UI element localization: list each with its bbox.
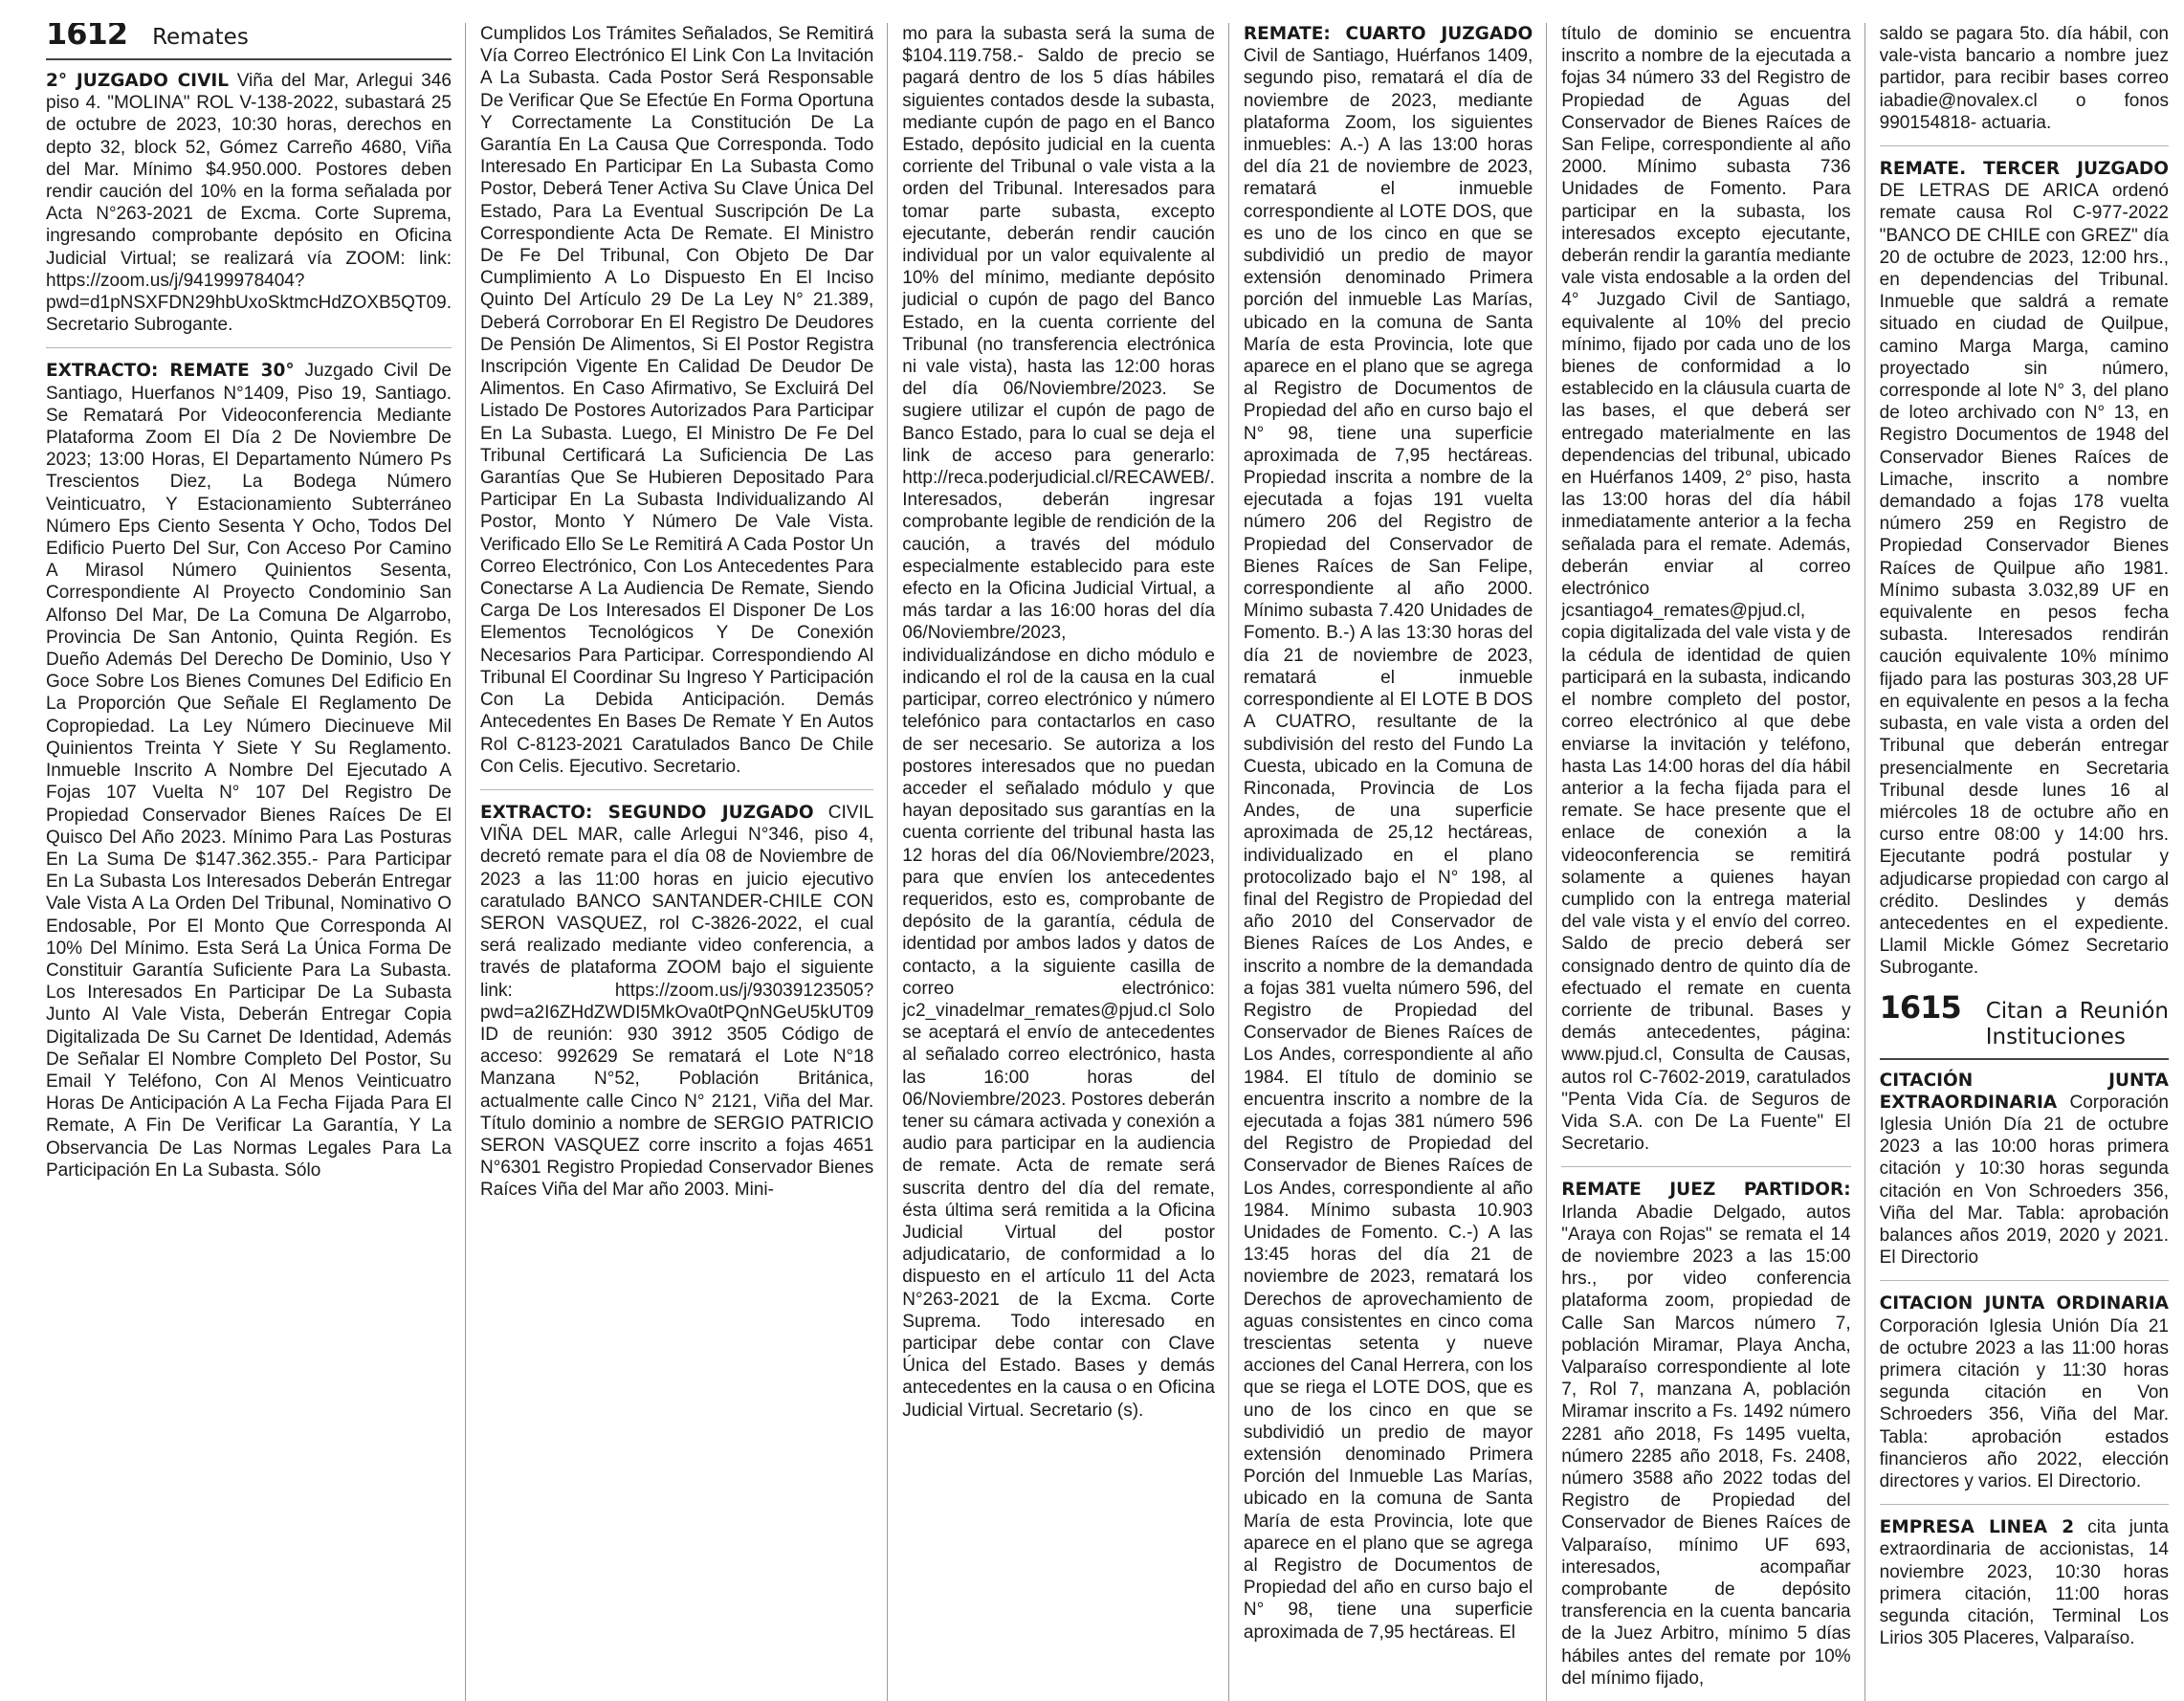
section-header-remates (46, 23, 452, 60)
notice-body: saldo se pagara 5to. día hábil, con vale-vista bancario a nombre juez partidor, para recibir bases correo iabadie@novalex.cl o fonos 990154818- actuaria. (1879, 24, 2169, 133)
section-title: Remates (152, 25, 249, 50)
divider (46, 347, 452, 348)
notice-body: Irlanda Abadie Delgado, autos "Araya con Rojas" se remata el 14 de noviembre 2023 a las 15:00 hrs., por video conferencia plataforma zoom, propiedad de Calle San Marcos número 7, población Miramar, Playa Ancha, Valparaíso correspondiente al lote 7, Rol 7, manzana A, población Miramar inscrito a Fs. 1492 número 2281 año 2018, Fs 1495 vuelta, número 2285 año 2018, Fs. 2408, número 3588 año 2022 todas del Registro de Propiedad del Conservador de Bienes Raíces de Valparaíso, mínimo UF 693, interesados, acompañar comprobante de depósito transferencia en la cuenta bancaria de la Juez Arbitro, mínimo 5 días hábiles antes del remate por 10% del mínimo fijado, (1561, 1202, 1851, 1689)
notice (480, 23, 873, 778)
notice-body: Viña del Mar, Arlegui 346 piso 4. "MOLINA" ROL V-138-2022, subastará 25 de octubre de 2023, 10:30 horas, derechos en depto 32, block 52, Gómez Carreño 4680, Viña del Mar. Mínimo $4.950.000. Postores deben rendir caución del 10% en la forma señalada por Acta N°263-2021 de Excma. Corte Suprema, ingresando comprobante depósito en Oficina Judicial Virtual; se realizará vía ZOOM: link: https://zoom.us/j/94199978404?pwd=d1pNSXFDN29hbUxoSktmcHdZOXB5QT09. Secretario Subrogante. (46, 71, 452, 336)
notice-body: cita junta extraordinaria de accionistas, 14 noviembre 2023, 10:30 horas primera citación, 11:00 horas segunda citación, Terminal Los Lirios 305 Placeres, Valparaíso. (1879, 1517, 2169, 1649)
notice (1880, 1516, 2169, 1649)
notice (1244, 23, 1533, 1644)
notice-body: Corporación Iglesia Unión Día 21 de octubre 2023 a las 10:00 horas primera citación y 10:30 horas segunda citación en Von Schroeders 356, Viña del Mar. Tabla: aprobación balances años 2019, 2020 y 2021. El Directorio (1879, 1092, 2169, 1269)
notice-body: mo para la subasta será la suma de $104.119.758.- Saldo de precio se pagará dentro de los 5 días hábiles siguientes contados desde la subasta, mediante cupón de pago en el Banco Estado, depósito judicial en la cuenta corriente del Tribunal o vale vista a la orden del Tribunal. Interesados para tomar parte subasta, excepto ejecutante, deberán rendir caución individual por un valor equivalente al 10% del mínimo, mediante depósito judicial o cupón de pago del Banco Estado, en la cuenta corriente del Tribunal (no transferencia electrónica ni vale vista), hasta las 12:00 horas del día 06/Noviembre/2023. Se sugiere utilizar el cupón de pago de Banco Estado, para lo cual se deja el link de acceso para generarlo: http://reca.poderjudicial.cl/RECAWEB/. Interesados, deberán ingresar comprobante legible de rendición de la caución, a través del módulo especialmente establecido para este efecto en la Oficina Judicial Virtual, a más tardar a las 16:00 horas del día 06/Noviembre/2023, individualizándose en dicho módulo e indicando el rol de la causa en la cual participar, correo electrónico y número telefónico para contactarlos en caso de ser necesario. Se autoriza a los postores interesados que no puedan acceder el señalado módulo y que hayan depositado sus garantías en la cuenta corriente del tribunal hasta las 12 horas del día 06/Noviembre/2023, para que envíen los antecedentes requeridos, esto es, comprobante de depósito de la garantía, cédula de identidad por ambos lados y datos de contacto, a la siguiente casilla de correo electrónico: jc2_vinadelmar_remates@pjud.cl Solo se aceptará el envío de antecedentes al señalado correo electrónico, hasta las 16:00 horas del 06/Noviembre/2023. Postores deberán tener su cámara activada y conexión a audio para participar en la audiencia de remate. Acta de remate será suscrita dentro del día del remate, ésta última será remitida a la Oficina Judicial Virtual del postor adjudicatario, de conformidad a lo dispuesto en el artículo 11 del Acta N°263-2021 de la Excma. Corte Suprema. Todo interesado en participar debe contar con Clave Única del Estado. Bases y demás antecedentes en la causa o en Oficina Judicial Virtual. Secretario (s). (902, 24, 1215, 1421)
notice-lead: CITACIÓN JUNTA EXTRAORDINARIA (1879, 1070, 2169, 1113)
notice (902, 23, 1215, 1422)
notice-lead: REMATE JUEZ PARTIDOR: (1561, 1180, 1851, 1201)
divider (1880, 1280, 2169, 1281)
notice-lead: REMATE: CUARTO JUZGADO (1243, 24, 1533, 44)
notice (480, 802, 873, 1202)
notice-body: Juzgado Civil De Santiago, Huerfanos N°1409, Piso 19, Santiago. Se Rematará Por Videoconferencia Mediante Plataforma Zoom El Día 2 De Noviembre De 2023; 13:00 Horas, El Departamento Número Ps Trescientos Diez, La Bodega Número Veinticuatro, Y Estacionamiento Subterráneo Número Eps Ciento Sesenta Y Ocho, Todos Del Edificio Puerto Del Sur, Con Acceso Por Camino A Mirasol Número Quinientos Sesenta, Correspondiente Al Proyecto Condominio San Alfonso Del Mar, De La Comuna De Algarrobo, Provincia De San Antonio, Quinta Región. Es Dueño Además Del Derecho De Dominio, Uso Y Goce Sobre Los Bienes Comunes Del Edificio En La Proporción Que Señale El Reglamento De Copropiedad. La Ley Número Diecinueve Mil Quinientos Treinta Y Siete Y Su Reglamento. Inmueble Inscrito A Nombre Del Ejecutado A Fojas 107 Vuelta N° 107 Del Registro De Propiedad Conservador Bienes Raíces De El Quisco Del Año 2023. Mínimo Para Las Posturas En La Suma De $147.362.355.- Para Participar En La Subasta Los Interesados Deberán Entregar Vale Vista A La Orden Del Tribunal, Nominativo O Endosable, Por El Monto Que Corresponda Al 10% Del Mínimo. Esta Será La Única Forma De Constituir Garantía Suficiente Para La Subasta. Los Interesados En Participar De La Subasta Junto Al Vale Vista, Deberán Entregar Copia Digitalizada De Su Carnet De Identidad, Además De Señalar El Nombre Completo Del Postor, Su Email Y Teléfono, Con Al Menos Veinticuatro Horas De Anticipación A La Fecha Fijada Para El Remate, A Fin De Verificar La Garantía, Y La Observancia De Las Normas Legales Para La Participación En La Subasta. Sólo (46, 361, 452, 1181)
section-number: 1615 (1879, 988, 1961, 1026)
notice (1561, 1179, 1850, 1690)
notice (1561, 23, 1850, 1155)
notice-body: Civil de Santiago, Huérfanos 1409, segundo piso, rematará el día de noviembre de 2023, mediante plataforma Zoom, los siguientes inmuebles: A.-) A las 13:00 horas del día 21 de noviembre de 2023, rematará el inmueble correspondiente al LOTE DOS, que es uno de los cinco en que se subdividió un predio de mayor extensión denominado Primera porción del inmueble Las Marías, ubicado en la comuna de Santa María de esta Provincia, lote que aparece en el plano que se agrega al Registro de Documentos de Propiedad del año en curso bajo el N° 98, tiene una superficie aproximada de 7,95 hectáreas. Propiedad inscrita a nombre de la ejecutada a fojas 191 vuelta número 206 del Registro de Propiedad del Conservador de Bienes Raíces de San Felipe, correspondiente al año 2000. Mínimo subasta 7.420 Unidades de Fomento. B.-) A las 13:30 horas del día 21 de noviembre de 2023, rematará el inmueble correspondiente al El LOTE B DOS A CUATRO, resultante de la subdivisión del resto del Fundo La Cuesta, ubicado en la Comuna de Rinconada, Provincia de Los Andes, de una superficie aproximada de 25,12 hectáreas, individualizado en el plano protocolizado bajo el N° 198, al final del Registro de Propiedad del año 2010 del Conservador de Bienes Raíces de Los Andes, e inscrito a nombre de la demandada a fojas 381 vuelta número 596, del Registro de Propiedad del Conservador de Bienes Raíces de Los Andes, correspondiente al año 1984. El título de dominio se encuentra inscrito a nombre de la ejecutada a fojas 381 número 596 del Registro de Propiedad del Conservador de Bienes Raíces de Los Andes, correspondiente al año 1984. Mínimo subasta 10.903 Unidades de Fomento. C.-) A las 13:45 horas del día 21 de noviembre de 2023, rematará los Derechos de aprovechamiento de aguas consistentes en cinco coma trescientas setenta y nueve acciones del Canal Herrera, con los que se riega el LOTE DOS, que es uno de los cinco en que se subdividió un predio de mayor extensión denominado Primera Porción del Inmueble Las Marías, ubicado en la comuna de Santa María de esta Provincia, lote que aparece en el plano que se agrega al Registro de Documentos de Propiedad del año en curso bajo el N° 98, tiene una superficie aproximada de 7,95 hectáreas. El (1243, 46, 1533, 1643)
notice-body: CIVIL VIÑA DEL MAR, calle Arlegui N°346, piso 4, decretó remate para el día 08 de Noviembre de 2023 a las 11:00 horas en juicio ejecutivo caratulado BANCO SANTANDER-CHILE CON SERON VASQUEZ, rol C-3826-2022, el cual será realizado mediante video conferencia, a través de plataforma ZOOM bajo el siguiente link: https://zoom.us/j/93039123505?pwd=a2I6ZHdZWDI5MkOva0tPQnNGeU5kUT09 ID de reunión: 930 3912 3505 Código de acceso: 992629 Se rematará el Lote N°18 Manzana N°52, Población Británica, actualmente calle Cinco N° 2121, Viña del Mar. Título dominio a nombre de SERGIO PATRICIO SERON VASQUEZ corre inscrito a fojas 4651 N°6301 Registro Propiedad Conservador Bienes Raíces Viña del Mar año 2003. Mini- (479, 802, 874, 1201)
section-number: 1612 (46, 23, 128, 52)
notice-lead: CITACION JUNTA ORDINARIA (1879, 1293, 2169, 1314)
divider (480, 789, 873, 790)
notice-lead: EXTRACTO: SEGUNDO JUZGADO (479, 802, 814, 823)
notice-body: DE LETRAS DE ARICA ordenó remate causa Rol C-977-2022 "BANCO DE CHILE con GREZ" día 20 de octubre de 2023, 12:00 hrs., en dependencias del Tribunal. Inmueble que saldrá a remate situado en ciudad de Quilpue, camino Marga Marga, camino proyectado sin número, corresponde al lote N° 3, del plano de loteo archivado con N° 13, en Registro Documentos de 1948 del Conservador Bienes Raíces de Limache, inscrito a nombre demandado a fojas 178 vuelta número 259 en Registro de Propiedad Conservador Bienes Raíces de Quilpue año 1981. Mínimo subasta 3.032,89 UF en equivalente en pesos fecha subasta. Interesados rendirán caución equivalente 10% mínimo fijado para las posturas 303,28 UF en equivalente en pesos a la fecha subasta, en vale vista a orden del Tribunal que deberán entregar presencialmente en Secretaria Tribunal desde lunes 16 al miércoles 18 de octubre año en curso entre 08:00 y 14:00 hrs. Ejecutante podrá postular y adjudicarse propiedad con cargo al crédito. Deslindes y demás antecedentes en el expediente. Llamil Mickle Gómez Secretario Subrogante. (1879, 181, 2169, 979)
notice-lead: 2° JUZGADO CIVIL (46, 71, 230, 91)
divider (1880, 1504, 2169, 1505)
divider (1880, 145, 2169, 146)
notice (1880, 23, 2169, 134)
notice-lead: EXTRACTO: REMATE 30° (46, 361, 295, 382)
notice (46, 360, 452, 1182)
notice (46, 70, 452, 336)
notice (1880, 1292, 2169, 1492)
section-header-citan (1879, 988, 2169, 1060)
notice-body: Cumplidos Los Trámites Señalados, Se Remitirá Vía Correo Electrónico El Link Con La Invitación A La Subasta. Cada Postor Será Responsable De Verificar Que Se Efectúe En Forma Oportuna Y Correctamente La Constitución De La Garantía En La Causa Que Corresponda. Todo Interesado En Participar En La Subasta Como Postor, Deberá Tener Activa Su Clave Única Del Estado, Para La Eventual Suscripción De La Correspondiente Acta De Remate. El Ministro De Fe Del Tribunal, Con Objeto De Dar Cumplimiento A Lo Dispuesto En El Inciso Quinto Del Artículo 29 De La Ley N° 21.389, Deberá Corroborar En El Registro De Deudores De Pensión De Alimentos, Si El Postor Registra Inscripción Vigente En Calidad De Deudor De Alimentos. En Caso Afirmativo, Se Excluirá Del Listado De Postores Autorizados Para Participar En La Subasta. Luego, El Ministro De Fe Del Tribunal Certificará La Suficiencia De Las Garantías Que Se Hubieren Depositado Para Participar En La Subasta Individualizando Al Postor, Monto Y Número De Vale Vista. Verificado Ello Se Le Remitirá A Cada Postor Un Correo Electrónico, Con Los Antecedentes Para Conectarse A La Audiencia De Remate, Siendo Carga De Los Interesados El Disponer De Los Elementos Tecnológicos Y De Conexión Necesarios Para Participar. Correspondiendo Al Tribunal El Coordinar Su Ingreso Y Participación Con La Debida Anticipación. Demás Antecedentes En Bases De Remate Y En Autos Rol C-8123-2021 Caratulados Banco De Chile Con Celis. Ejecutivo. Secretario. (479, 24, 874, 777)
notice (1880, 1070, 2169, 1270)
divider (1561, 1166, 1850, 1167)
notice-body: título de dominio se encuentra inscrito a nombre de la ejecutada a fojas 34 número 33 del Registro de Propiedad de Aguas del Conservador de Bienes Raíces de San Felipe, correspondiente al año 2000. Mínimo subasta 736 Unidades de Fomento. Para participar en la subasta, los interesados excepto ejecutante, deberán rendir la garantía mediante vale vista endosable a la orden del 4° Juzgado Civil de Santiago, equivalente al 10% del precio mínimo, fijado por cada uno de los bienes de conformidad a lo establecido en la cláusula cuarta de las bases, el que deberá ser entregado materialmente en las dependencias del tribunal, ubicado en Huérfanos 1409, 2° piso, hasta las 13:00 horas del día hábil inmediatamente anterior a la fecha señalada para el remate. Además, deberán enviar al correo electrónico jcsantiago4_remates@pjud.cl, copia digitalizada del vale vista y de la cédula de identidad de quien participará en la subasta, indicando el nombre completo del postor, correo electrónico al que debe enviarse la invitación y teléfono, hasta Las 14:00 horas del día hábil anterior a la fecha fijada para el remate. Se hace presente que el enlace de conexión a la videoconferencia se remitirá solamente a quienes hayan cumplido con la entrega material del vale vista y el envío del correo. Saldo de precio deberá ser consignado dentro de quinto día de efectuado el remate en cuenta corriente de tribunal. Bases y demás antecedentes, página: www.pjud.cl, Consulta de Causas, autos rol C-7602-2019, caratulados "Penta Vida Cía. de Seguros de Vida S.A. con De La Fuente" El Secretario. (1561, 24, 1851, 1155)
notice-body: Corporación Iglesia Unión Día 21 de octubre 2023 a las 11:00 horas primera citación y 11:30 horas segunda citación en Von Schroeders 356, Viña del Mar. Tabla: aprobación estados financieros año 2022, elección directores y varios. El Directorio. (1879, 1315, 2169, 1491)
notice-lead: REMATE. TERCER JUZGADO (1879, 159, 2169, 180)
notice (1880, 158, 2169, 980)
notice-lead: EMPRESA LINEA 2 (1879, 1517, 2075, 1538)
section-title: Citan a Reunión Instituciones (1985, 998, 2169, 1049)
